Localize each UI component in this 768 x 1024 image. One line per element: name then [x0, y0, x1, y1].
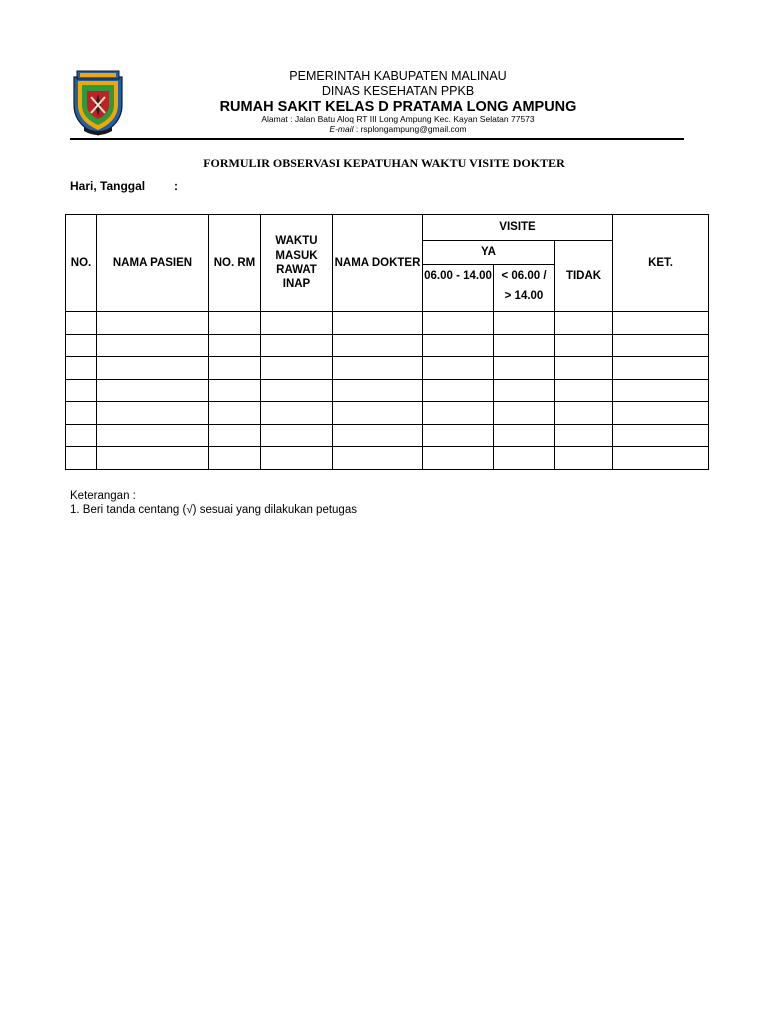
table-cell: [494, 379, 555, 402]
table-row: [66, 312, 709, 335]
header-admission-time: WAKTU MASUK RAWAT INAP: [261, 215, 333, 312]
table-cell: [261, 334, 333, 357]
email-value: : rsplongampung@gmail.com: [353, 124, 467, 134]
table-cell: [209, 424, 261, 447]
table-cell: [555, 312, 613, 335]
table-cell: [333, 402, 423, 425]
table-cell: [66, 424, 97, 447]
table-cell: [333, 334, 423, 357]
table-cell: [555, 357, 613, 380]
table-cell: [423, 312, 494, 335]
header-no: NO.: [66, 215, 97, 312]
table-cell: [97, 312, 209, 335]
table-cell: [66, 334, 97, 357]
table-cell: [209, 312, 261, 335]
table-cell: [494, 334, 555, 357]
table-cell: [494, 402, 555, 425]
observation-table: [65, 214, 709, 470]
notes-item-1: 1. Beri tanda centang (√) sesuai yang dilakukan petugas: [70, 504, 357, 516]
table-cell: [333, 379, 423, 402]
table-cell: [613, 424, 709, 447]
table-cell: [333, 424, 423, 447]
header-medical-record: NO. RM: [209, 215, 261, 312]
table-cell: [494, 447, 555, 470]
date-label: Hari, Tanggal: [70, 179, 146, 193]
table-cell: [97, 379, 209, 402]
table-cell: [333, 447, 423, 470]
table-cell: [613, 357, 709, 380]
table-cell: [423, 357, 494, 380]
table-row: [66, 334, 709, 357]
table-cell: [97, 402, 209, 425]
header-notes: KET.: [613, 215, 709, 312]
table-cell: [66, 357, 97, 380]
hospital-address: Alamat : Jalan Batu Aloq RT III Long Ampung Kec. Kayan Selatan 77573: [261, 114, 535, 124]
table-cell: [555, 379, 613, 402]
table-cell: [494, 312, 555, 335]
table-cell: [423, 447, 494, 470]
table-cell: [261, 357, 333, 380]
range-out-line1: < 06.00 /: [501, 270, 547, 282]
table-cell: [97, 424, 209, 447]
table-cell: [613, 447, 709, 470]
table-cell: [423, 424, 494, 447]
header-visite: VISITE: [423, 215, 613, 241]
header-time-in-range: 06.00 - 14.00: [423, 265, 494, 312]
table-cell: [613, 312, 709, 335]
table-cell: [209, 447, 261, 470]
table-cell: [613, 334, 709, 357]
government-name: PEMERINTAH KABUPATEN MALINAU: [289, 69, 507, 83]
table-row: [66, 424, 709, 447]
hospital-email: [140, 125, 656, 134]
date-colon: :: [174, 179, 178, 193]
table-cell: [613, 402, 709, 425]
header-no-visit: TIDAK: [555, 241, 613, 312]
table-cell: [66, 379, 97, 402]
table-cell: [66, 312, 97, 335]
table-cell: [66, 402, 97, 425]
form-title: FORMULIR OBSERVASI KEPATUHAN WAKTU VISITE DOKTER: [203, 156, 565, 170]
table-cell: [494, 424, 555, 447]
table-cell: [66, 447, 97, 470]
table-cell: [333, 357, 423, 380]
table-cell: [333, 312, 423, 335]
letterhead-divider: [70, 138, 684, 140]
table-cell: [423, 379, 494, 402]
department-name: DINAS KESEHATAN PPKB: [321, 84, 475, 98]
regency-crest-icon: [69, 67, 127, 137]
table-cell: [613, 379, 709, 402]
hospital-name: RUMAH SAKIT KELAS D PRATAMA LONG AMPUNG: [219, 99, 577, 115]
table-cell: [209, 402, 261, 425]
header-yes: YA: [423, 241, 555, 265]
table-cell: [494, 357, 555, 380]
header-doctor-name: NAMA DOKTER: [333, 215, 423, 312]
table-cell: [209, 379, 261, 402]
table-cell: [261, 402, 333, 425]
table-cell: [423, 334, 494, 357]
table-row: [66, 379, 709, 402]
table-cell: [555, 424, 613, 447]
date-field: [70, 179, 178, 193]
range-out-line2: > 14.00: [504, 290, 544, 303]
table-cell: [261, 447, 333, 470]
table-body: [66, 312, 709, 470]
table-row: [66, 357, 709, 380]
table-cell: [209, 334, 261, 357]
email-label: E-mail: [329, 124, 354, 134]
table-cell: [423, 402, 494, 425]
table-cell: [555, 447, 613, 470]
header-patient-name: NAMA PASIEN: [97, 215, 209, 312]
table-cell: [97, 357, 209, 380]
table-cell: [209, 357, 261, 380]
table-row: [66, 447, 709, 470]
table-row: [66, 402, 709, 425]
table-cell: [555, 402, 613, 425]
notes: [70, 489, 357, 517]
table-cell: [261, 312, 333, 335]
notes-heading: Keterangan :: [70, 490, 136, 502]
table-cell: [97, 447, 209, 470]
table-cell: [97, 334, 209, 357]
header-time-out-range: [494, 265, 555, 312]
table-cell: [261, 424, 333, 447]
table-cell: [555, 334, 613, 357]
table-cell: [261, 379, 333, 402]
